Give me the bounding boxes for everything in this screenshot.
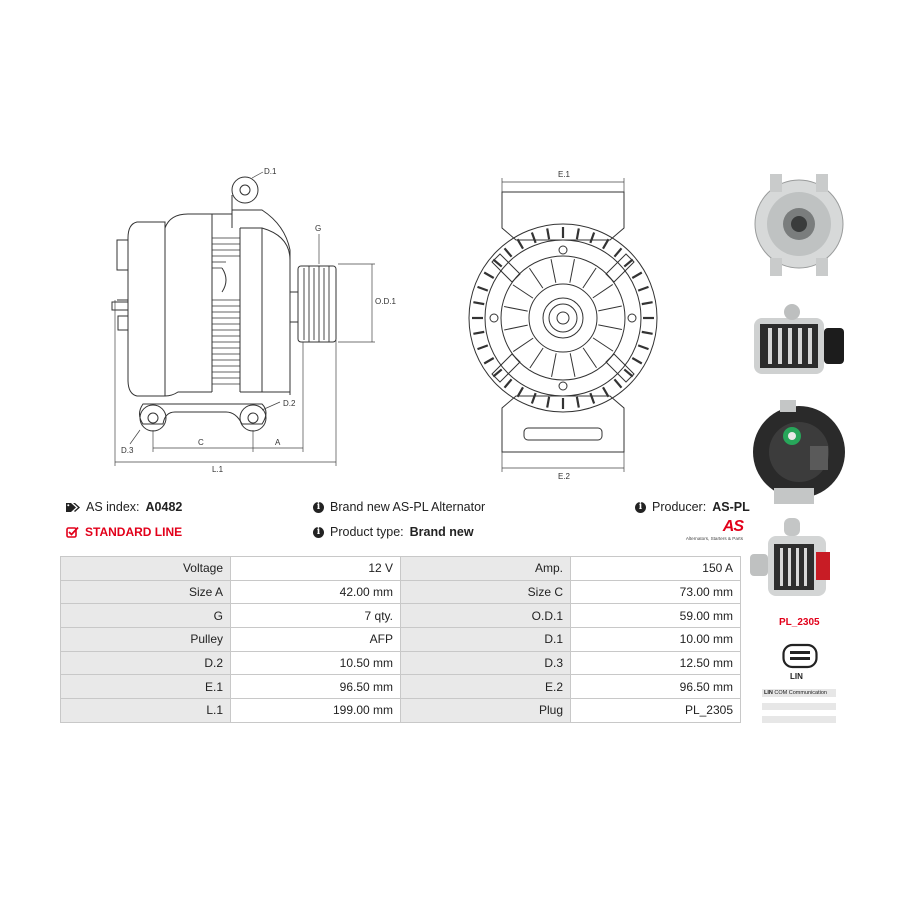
- spec-row: [61, 604, 741, 628]
- spec-value: 73.00 mm: [571, 580, 741, 604]
- label-g: G: [315, 224, 322, 233]
- vent-slot: [632, 358, 642, 364]
- fan-blade: [530, 348, 543, 368]
- info-icon: i: [635, 502, 646, 513]
- spec-label: Size C: [401, 580, 571, 604]
- producer-label: Producer:: [652, 500, 707, 514]
- vent-slot: [603, 239, 609, 249]
- fan-blade: [598, 306, 622, 311]
- vent-slot: [638, 287, 648, 291]
- label-od1: O.D.1: [375, 297, 396, 306]
- spec-label: D.2: [61, 651, 231, 675]
- label-d1: D.1: [264, 167, 277, 176]
- vent-slot: [505, 379, 512, 387]
- legend-blank-row: [762, 703, 836, 710]
- plug-pin-label: LIN: [790, 672, 803, 681]
- fan-blade: [583, 348, 596, 368]
- spec-value: 59.00 mm: [571, 604, 741, 628]
- fan-blade: [570, 259, 575, 283]
- spec-label: E.1: [61, 675, 231, 699]
- fan-blade: [570, 353, 575, 377]
- asp-logo-mark: AS: [722, 518, 743, 535]
- spec-label: Voltage: [61, 557, 231, 581]
- fan-blade: [504, 307, 528, 312]
- spec-row: [61, 651, 741, 675]
- spec-value: 10.50 mm: [231, 651, 401, 675]
- producer-value: AS-PL: [712, 500, 750, 514]
- spec-label: D.3: [401, 651, 571, 675]
- fan-blade: [529, 268, 542, 288]
- product-photo-side[interactable]: [750, 298, 848, 390]
- vent-slot: [577, 228, 579, 239]
- info-icon: i: [313, 502, 324, 513]
- vent-slot: [632, 273, 642, 279]
- vent-slot: [493, 369, 501, 376]
- vent-slot: [547, 228, 549, 239]
- spec-row: [61, 628, 741, 652]
- spec-row: [61, 699, 741, 723]
- vent-slot: [484, 358, 494, 364]
- label-d3: D.3: [121, 446, 134, 455]
- tags-icon: [66, 502, 80, 513]
- spec-value: 12.50 mm: [571, 651, 741, 675]
- spec-value: 199.00 mm: [231, 699, 401, 723]
- fan-blade: [513, 338, 533, 351]
- plug-code: PL_2305: [779, 617, 820, 628]
- check-square-icon: [66, 526, 79, 538]
- product-type: [313, 525, 474, 539]
- vent-slot: [642, 332, 653, 334]
- vent-slot: [614, 248, 621, 256]
- vent-slot: [477, 287, 487, 291]
- fan-blade: [552, 353, 557, 377]
- as-index-value: A0482: [145, 500, 183, 514]
- vent-slot: [473, 302, 484, 304]
- vent-slot: [505, 248, 512, 256]
- label-e1: E.1: [558, 170, 571, 179]
- spec-row: [61, 557, 741, 581]
- standard-line: [66, 525, 182, 539]
- description-text: Brand new AS-PL Alternator: [330, 500, 486, 514]
- fan-blade: [513, 285, 533, 298]
- asp-logo: [675, 518, 743, 541]
- fan-blade: [583, 268, 596, 288]
- spec-value: AFP: [231, 628, 401, 652]
- as-index-label: AS index:: [86, 500, 140, 514]
- product-type-label: Product type:: [330, 525, 404, 539]
- product-type-value: Brand new: [409, 525, 474, 539]
- fan-blade: [593, 338, 613, 351]
- plug-legend-text: COM Communication: [774, 690, 827, 696]
- vent-slot: [614, 379, 621, 387]
- label-d2: D.2: [283, 399, 296, 408]
- spec-label: Size A: [61, 580, 231, 604]
- vent-slot: [577, 397, 579, 408]
- plug-connector-icon: [782, 643, 818, 669]
- product-photo-front[interactable]: [750, 166, 848, 282]
- standard-line-label: STANDARD LINE: [85, 525, 183, 539]
- spec-table: [60, 556, 741, 723]
- vent-slot: [590, 393, 594, 403]
- vent-slot: [532, 232, 536, 242]
- spec-label: Amp.: [401, 557, 571, 581]
- front-view-drawing: [460, 160, 670, 480]
- spec-row: [61, 580, 741, 604]
- vent-slot: [518, 387, 524, 397]
- vent-slot: [624, 369, 632, 376]
- legend-blank-row: [762, 716, 836, 723]
- vent-slot: [477, 345, 487, 349]
- fan-blade: [504, 325, 528, 330]
- producer: [635, 500, 750, 514]
- spec-label: Plug: [401, 699, 571, 723]
- vent-slot: [547, 397, 549, 408]
- vent-slot: [493, 260, 501, 267]
- spec-value: 150 A: [571, 557, 741, 581]
- side-view-drawing: [100, 160, 396, 480]
- spec-label: Pulley: [61, 628, 231, 652]
- spec-value: PL_2305: [571, 699, 741, 723]
- spec-value: 96.50 mm: [571, 675, 741, 699]
- fan-blade: [598, 325, 622, 330]
- spec-label: E.2: [401, 675, 571, 699]
- spec-value: 10.00 mm: [571, 628, 741, 652]
- vent-slot: [518, 239, 524, 249]
- vent-slot: [590, 232, 594, 242]
- as-index: [66, 500, 182, 514]
- asp-logo-slogan: Alternators, Starters & Parts: [685, 536, 743, 541]
- spec-row: [61, 675, 741, 699]
- label-l1: L.1: [212, 465, 224, 474]
- vent-slot: [642, 302, 653, 304]
- spec-label: G: [61, 604, 231, 628]
- vent-slot: [638, 345, 648, 349]
- vent-slot: [484, 273, 494, 279]
- plug-legend: [762, 689, 836, 697]
- vent-slot: [603, 387, 609, 397]
- label-c: C: [198, 438, 204, 447]
- product-photo-iso[interactable]: [750, 514, 848, 612]
- fan-blade: [593, 284, 613, 297]
- label-a: A: [275, 438, 281, 447]
- vent-slot: [532, 393, 536, 403]
- label-e2: E.2: [558, 472, 571, 481]
- spec-label: D.1: [401, 628, 571, 652]
- spec-value: 7 qty.: [231, 604, 401, 628]
- info-icon: i: [313, 527, 324, 538]
- product-photo-rear[interactable]: [750, 396, 848, 508]
- description: [313, 500, 485, 514]
- spec-value: 12 V: [231, 557, 401, 581]
- plug-legend-key: LIN: [764, 690, 773, 696]
- vent-slot: [624, 260, 632, 267]
- fan-blade: [551, 259, 556, 283]
- spec-value: 96.50 mm: [231, 675, 401, 699]
- spec-label: O.D.1: [401, 604, 571, 628]
- spec-label: L.1: [61, 699, 231, 723]
- spec-value: 42.00 mm: [231, 580, 401, 604]
- vent-slot: [473, 332, 484, 334]
